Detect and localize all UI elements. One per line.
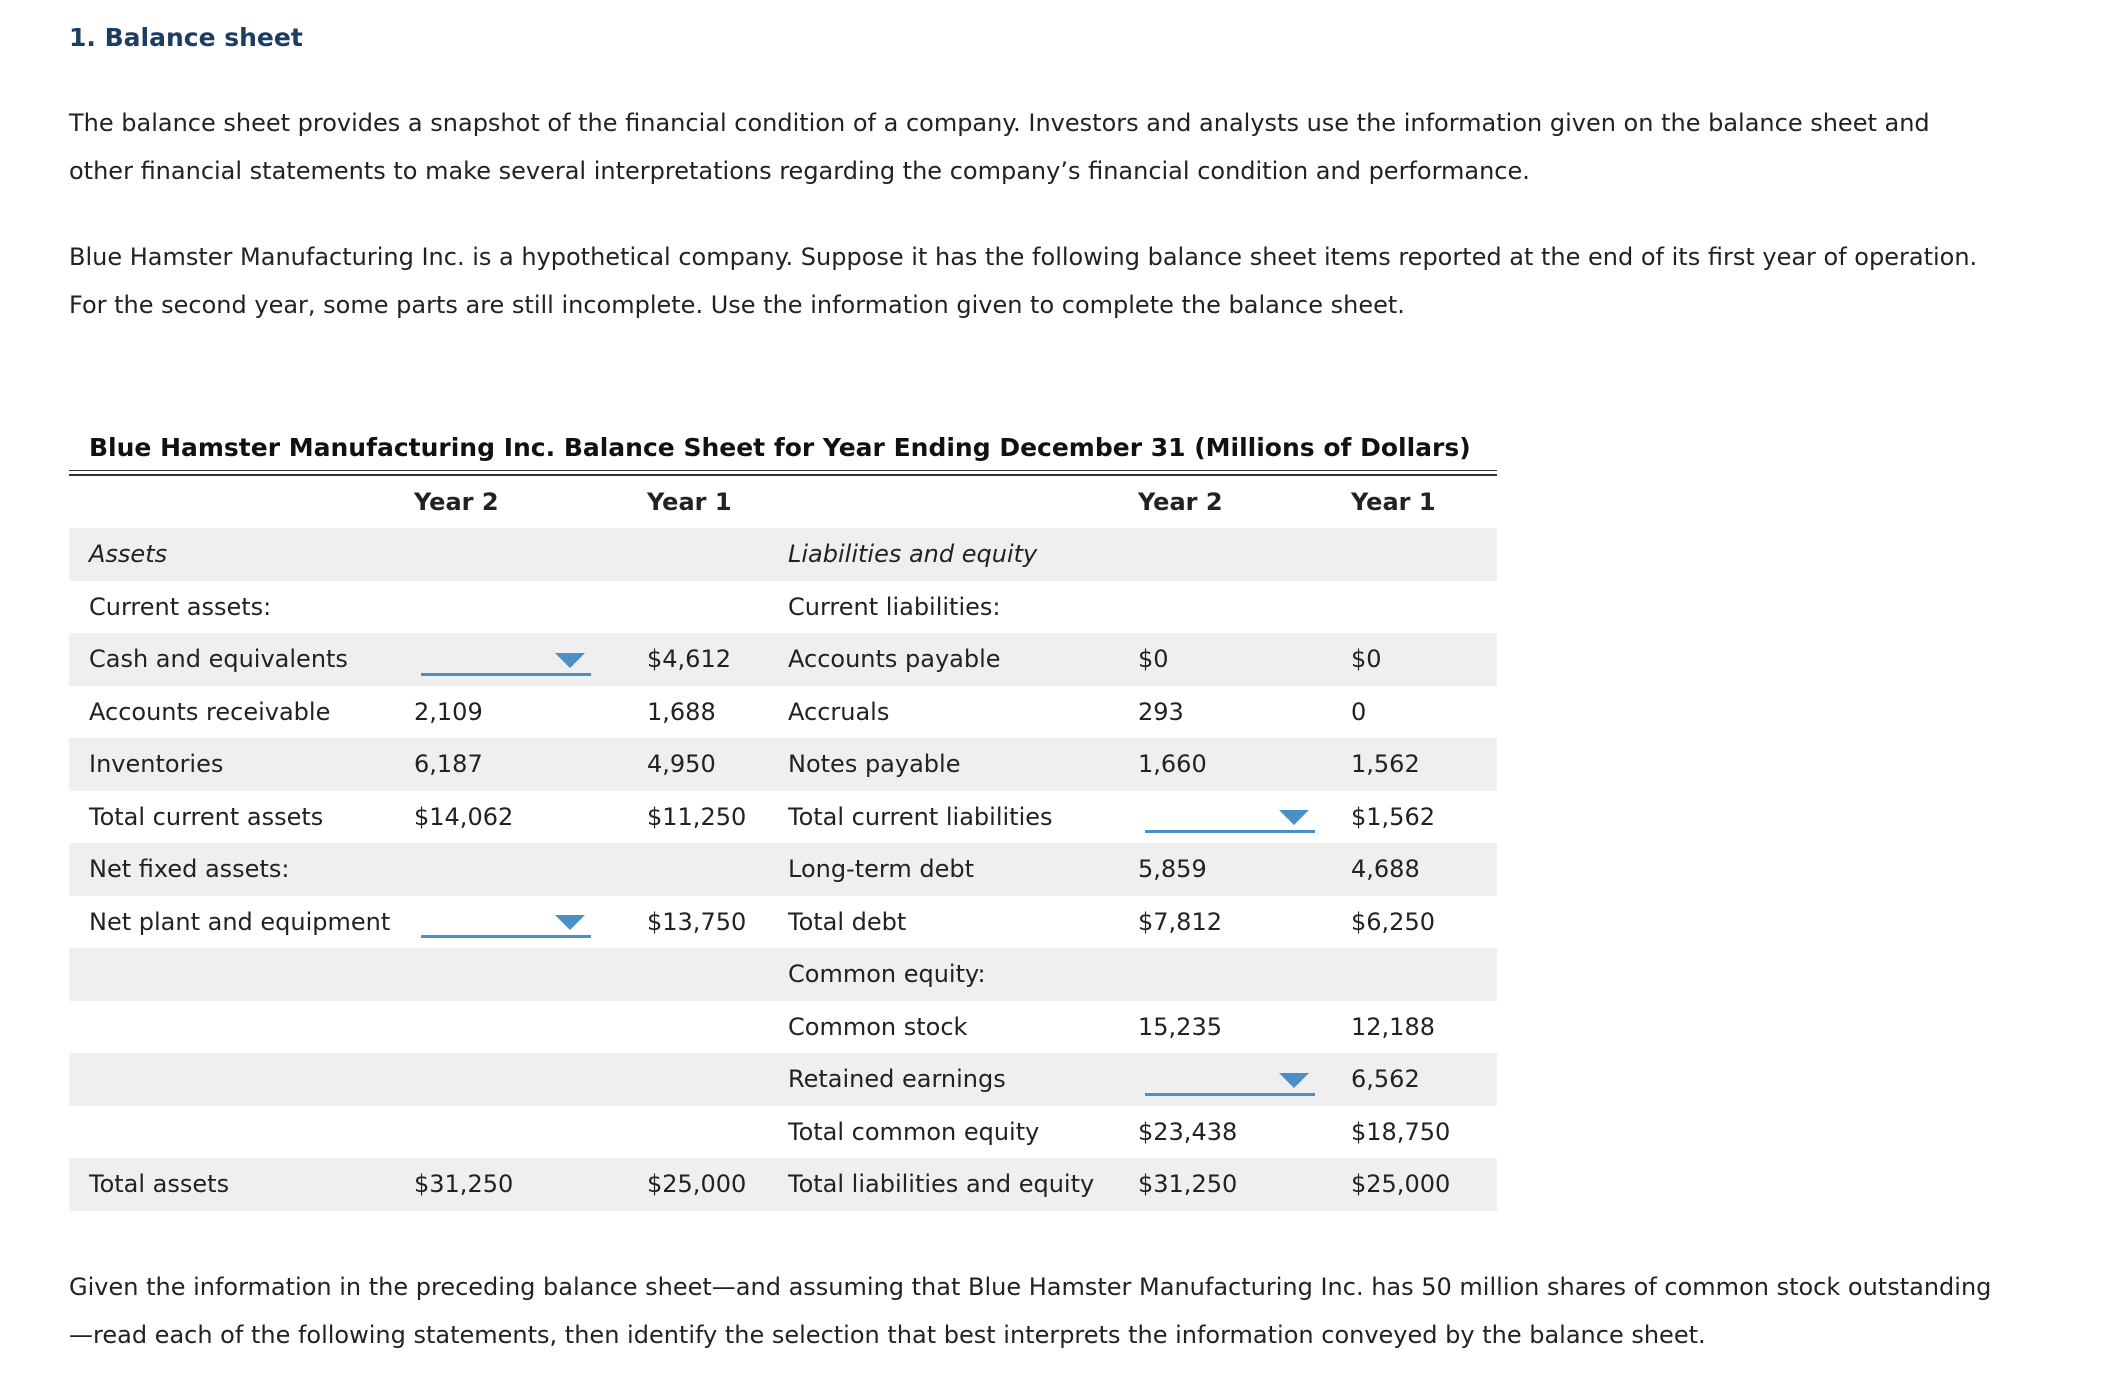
cell: $7,812 (1138, 907, 1222, 936)
cell: $11,250 (647, 802, 747, 831)
cell (414, 1106, 647, 1159)
cell: $23,438 (1138, 1117, 1238, 1146)
dropdown-caret-icon (555, 915, 585, 930)
header-blank-right (788, 476, 1138, 528)
cell: 4,688 (1351, 843, 1497, 896)
cell (414, 528, 647, 581)
cell: 2,109 (414, 697, 483, 726)
dropdown-caret-icon (1279, 1073, 1309, 1088)
cell: $0 (1138, 633, 1351, 686)
table-caption: Blue Hamster Manufacturing Inc. Balance Sheet for Year Ending December 31 (Millions of Dollars) (89, 433, 1471, 462)
cell (414, 1001, 647, 1054)
row-label: Total current assets (89, 802, 324, 831)
cell (647, 1053, 788, 1106)
header-row (69, 476, 1497, 528)
table-row (69, 843, 1497, 896)
cell: 12,188 (1351, 1012, 1435, 1041)
net-plant-year2-cell (414, 896, 647, 949)
cell (647, 581, 788, 634)
total-current-liabilities-year2-cell (1138, 791, 1351, 844)
table-row (69, 633, 1497, 686)
cell (647, 528, 788, 581)
cell: $1,562 (1351, 802, 1435, 831)
cell: 1,562 (1351, 738, 1497, 791)
net-plant-year2-dropdown[interactable] (421, 905, 591, 938)
cell: $25,000 (647, 1158, 788, 1211)
row-label: Total common equity (788, 1117, 1040, 1146)
cell: 15,235 (1138, 1012, 1222, 1041)
header-year1-assets: Year 1 (647, 488, 732, 516)
cell (414, 948, 647, 1001)
intro-paragraph-1: The balance sheet provides a snapshot of the financial condition of a company. Investors and analysts use the information given on the balance sheet and other financial statements to make several interpretations regarding the company’s financial condition and performance. (69, 109, 1930, 185)
dropdown-caret-icon (555, 653, 585, 668)
balance-sheet-table (69, 476, 1497, 1211)
row-label: Current assets: (89, 592, 272, 621)
table-row (69, 738, 1497, 791)
header-year1-liabilities: Year 1 (1351, 488, 1436, 516)
table-row (69, 1106, 1497, 1159)
cell: $18,750 (1351, 1117, 1451, 1146)
table-row (69, 528, 1497, 581)
row-label: Inventories (69, 738, 414, 791)
cell: $6,250 (1351, 907, 1435, 936)
question-paragraph: Given the information in the preceding balance sheet—and assuming that Blue Hamster Manufacturing Inc. has 50 million shares of common stock outstanding—read each of the following statements, then identify the selection that best interprets the information conveyed by the balance sheet. (69, 1273, 1992, 1349)
row-label: Cash and equivalents (69, 633, 414, 686)
row-label: Accounts payable (788, 633, 1138, 686)
cell (647, 1106, 788, 1159)
row-label (69, 948, 414, 1001)
cash-year2-dropdown[interactable] (421, 643, 591, 676)
cell: $4,612 (647, 633, 788, 686)
cell: 0 (1351, 697, 1367, 726)
table-row (69, 791, 1497, 844)
row-label: Accruals (788, 697, 890, 726)
table-row (69, 1158, 1497, 1211)
row-label (69, 1001, 414, 1054)
cell: 1,660 (1138, 738, 1351, 791)
row-label: Net fixed assets: (69, 843, 414, 896)
cell (647, 1001, 788, 1054)
cash-year2-cell (414, 633, 647, 686)
header-blank-left (69, 476, 414, 528)
cell (1351, 581, 1497, 634)
total-current-liabilities-year2-dropdown[interactable] (1145, 800, 1315, 833)
retained-earnings-year2-dropdown[interactable] (1145, 1063, 1315, 1096)
liabilities-equity-heading: Liabilities and equity (788, 528, 1138, 581)
cell: 6,187 (414, 738, 647, 791)
row-label: Common stock (788, 1012, 968, 1041)
dropdown-caret-icon (1279, 810, 1309, 825)
cell (1138, 581, 1351, 634)
cell: 5,859 (1138, 843, 1351, 896)
cell (647, 843, 788, 896)
header-year2-assets: Year 2 (414, 488, 499, 516)
cell: 1,688 (647, 697, 716, 726)
cell (647, 948, 788, 1001)
table-row (69, 1053, 1497, 1106)
caption-divider (69, 470, 1497, 471)
cell (414, 843, 647, 896)
cell (1351, 528, 1497, 581)
cell (414, 581, 647, 634)
cell: $13,750 (647, 907, 747, 936)
row-label: Notes payable (788, 738, 1138, 791)
cell: $31,250 (414, 1158, 647, 1211)
cell: $25,000 (1351, 1158, 1497, 1211)
row-label (69, 1053, 414, 1106)
row-label: Total assets (69, 1158, 414, 1211)
row-label: Current liabilities: (788, 592, 1001, 621)
header-year2-liabilities: Year 2 (1138, 488, 1223, 516)
balance-sheet (69, 428, 1497, 1211)
cell: $14,062 (414, 802, 514, 831)
row-label: Long-term debt (788, 843, 1138, 896)
section-title: 1. Balance sheet (69, 23, 303, 52)
row-label: Retained earnings (788, 1053, 1138, 1106)
cell: 293 (1138, 697, 1184, 726)
row-label: Total debt (788, 907, 907, 936)
cell (414, 1053, 647, 1106)
cell (1351, 948, 1497, 1001)
row-label (69, 1106, 414, 1159)
table-row (69, 948, 1497, 1001)
row-label: Common equity: (788, 948, 1138, 1001)
row-label: Total liabilities and equity (788, 1158, 1138, 1211)
row-label: Total current liabilities (788, 802, 1053, 831)
assets-heading: Assets (69, 528, 414, 581)
table-row (69, 686, 1497, 739)
retained-earnings-year2-cell (1138, 1053, 1351, 1106)
cell: $0 (1351, 633, 1497, 686)
cell (1138, 948, 1351, 1001)
row-label: Net plant and equipment (89, 907, 391, 936)
cell: $31,250 (1138, 1158, 1351, 1211)
table-row (69, 896, 1497, 949)
row-label: Accounts receivable (89, 697, 331, 726)
cell: 4,950 (647, 738, 788, 791)
table-row (69, 1001, 1497, 1054)
cell (1138, 528, 1351, 581)
intro-paragraph-2: Blue Hamster Manufacturing Inc. is a hypothetical company. Suppose it has the following balance sheet items reported at the end of its first year of operation. For the second year, some parts are still incomplete. Use the information given to complete the balance sheet. (69, 243, 1978, 319)
table-row (69, 581, 1497, 634)
cell: 6,562 (1351, 1053, 1497, 1106)
